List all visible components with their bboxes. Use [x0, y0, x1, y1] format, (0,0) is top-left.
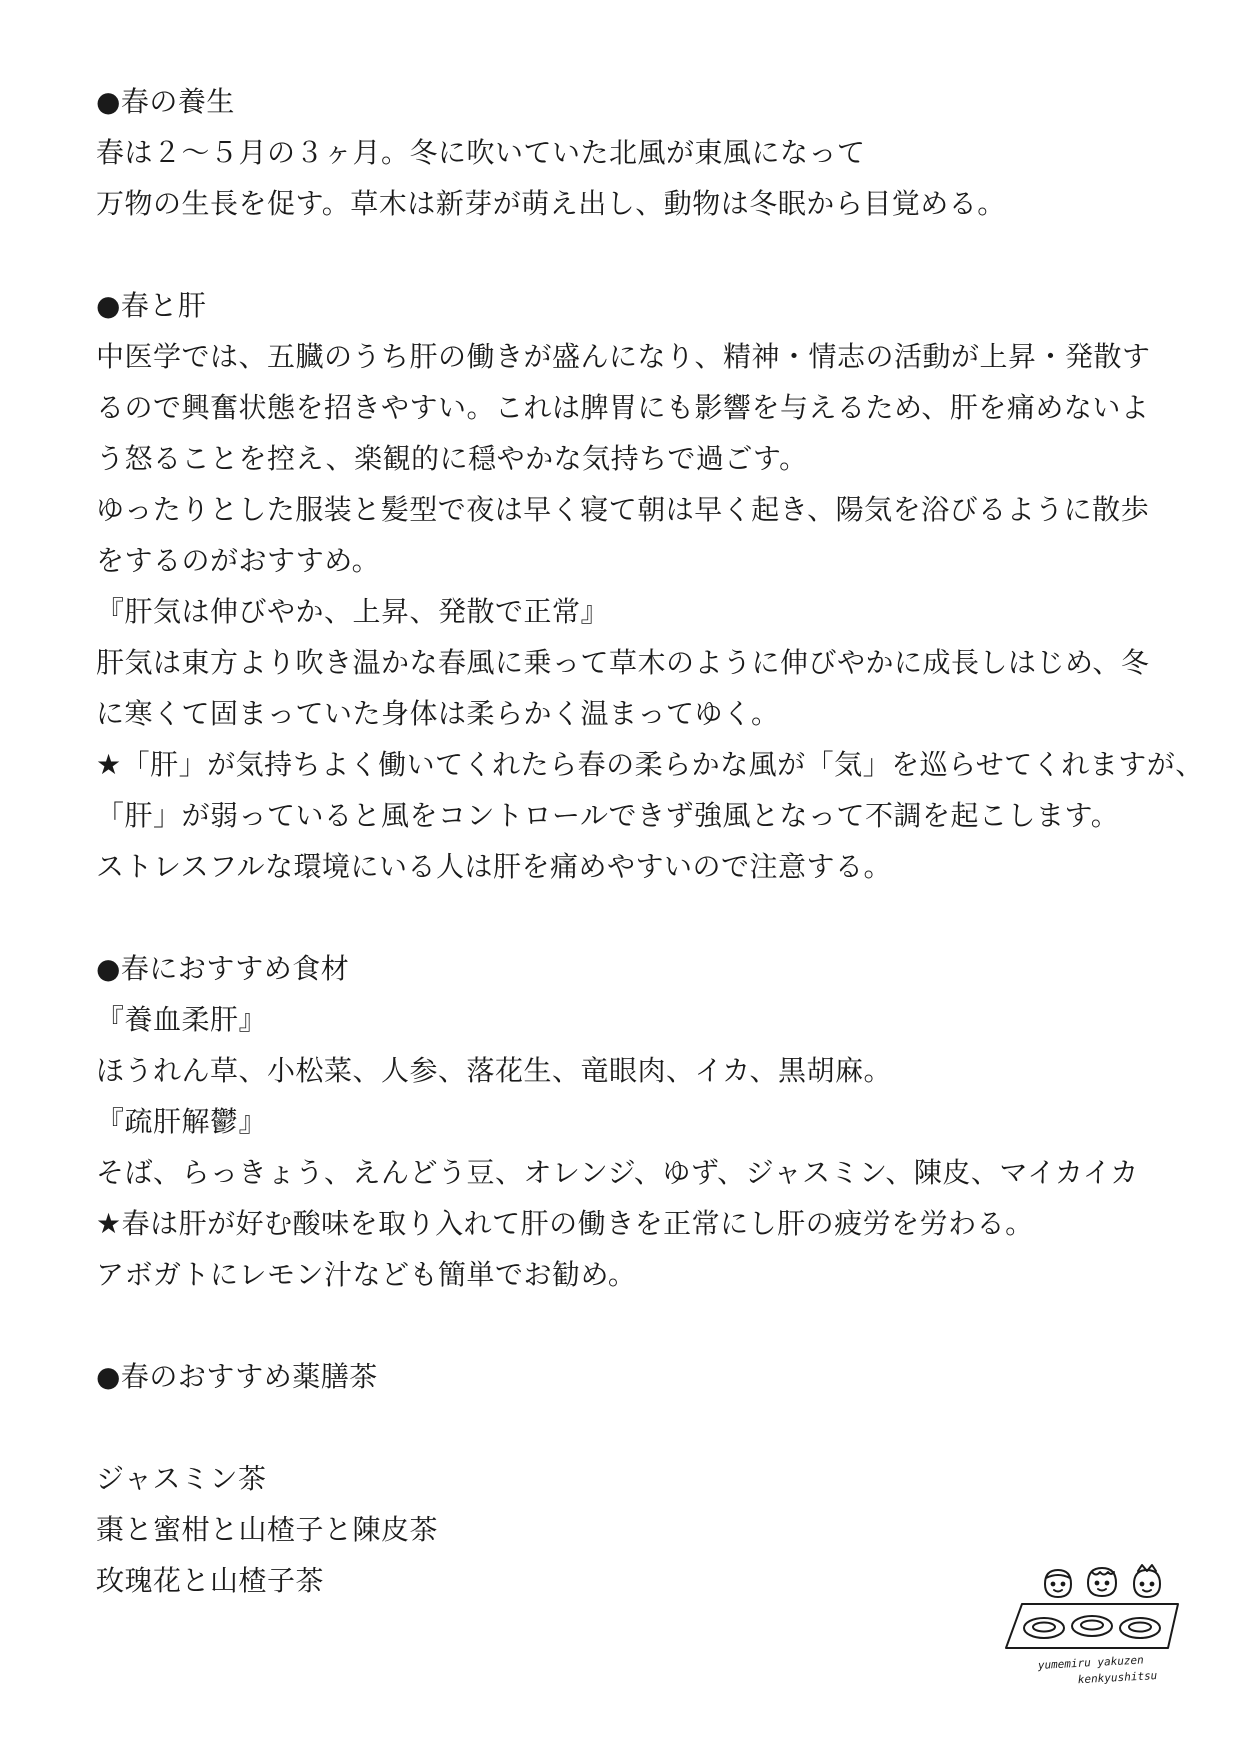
paragraph-line: 「肝」が弱っていると風をコントロールできず強風となって不調を起こします。	[96, 799, 1120, 832]
paragraph-line: をするのがおすすめ。	[96, 544, 381, 577]
paragraph-line: 肝気は東方より吹き温かな春風に乗って草木のように伸びやかに成長しはじめ、冬	[96, 646, 1150, 679]
section-heading: ●春におすすめ食材	[96, 952, 350, 985]
document-body	[96, 76, 1204, 1606]
section-spacer	[96, 1402, 1196, 1453]
table-icon	[1006, 1604, 1178, 1648]
section-spring-foods	[96, 943, 1196, 1300]
section-spring-care	[96, 76, 1196, 229]
section-spacer	[96, 892, 1196, 943]
subheading-line: 『疏肝解鬱』	[96, 1105, 268, 1138]
section-spring-liver	[96, 280, 1204, 892]
section-heading: ●春の養生	[96, 85, 235, 118]
brand-logo	[1000, 1556, 1190, 1686]
section-spacer	[96, 1300, 1196, 1351]
paragraph-line: るので興奮状態を招きやすい。これは脾胃にも影響を与えるため、肝を痛めないよ	[96, 391, 1150, 424]
subheading-line: 『養血柔肝』	[96, 1003, 268, 1036]
paragraph-line: 春は２～５月の３ヶ月。冬に吹いていた北風が東風になって	[96, 136, 866, 169]
section-heading: ●春と肝	[96, 289, 207, 322]
paragraph-line: う怒ることを控え、楽観的に穏やかな気持ちで過ごす。	[96, 442, 808, 475]
food-list-line: ほうれん草、小松菜、人参、落花生、竜眼肉、イカ、黒胡麻。	[96, 1054, 893, 1087]
paragraph-line: ゆったりとした服装と髪型で夜は早く寝て朝は早く起き、陽気を浴びるように散歩	[96, 493, 1150, 526]
logo-text-line2: kenkyushitsu	[1077, 1669, 1158, 1686]
note-line: ★春は肝が好む酸味を取り入れて肝の働きを正常にし肝の疲労を労わる。	[96, 1207, 1034, 1240]
section-spacer	[96, 229, 1196, 280]
note-line: ★「肝」が気持ちよく働いてくれたら春の柔らかな風が「気」を巡らせてくれますが、	[96, 748, 1204, 781]
tea-item: 棗と蜜柑と山楂子と陳皮茶	[96, 1513, 439, 1546]
paragraph-line: 万物の生長を促す。草木は新芽が萌え出し、動物は冬眠から目覚める。	[96, 187, 1006, 220]
plate-icon	[1072, 1616, 1112, 1636]
logo-text-line1: yumemiru yakuzen	[1037, 1653, 1145, 1672]
face-icon	[1088, 1568, 1116, 1596]
paragraph-line: アボガトにレモン汁なども簡単でお勧め。	[96, 1258, 637, 1291]
face-icon	[1045, 1570, 1071, 1597]
plate-icon	[1120, 1618, 1160, 1638]
tea-item: 玫瑰花と山楂子茶	[96, 1564, 325, 1597]
tea-item: ジャスミン茶	[96, 1462, 267, 1495]
face-icon	[1134, 1565, 1160, 1597]
section-heading: ●春のおすすめ薬膳茶	[96, 1360, 378, 1393]
plate-icon	[1024, 1618, 1064, 1638]
paragraph-line: に寒くて固まっていた身体は柔らかく温まってゆく。	[96, 697, 780, 730]
subheading-line: 『肝気は伸びやか、上昇、発散で正常』	[96, 595, 610, 628]
paragraph-line: 中医学では、五臓のうち肝の働きが盛んになり、精神・情志の活動が上昇・発散す	[96, 340, 1151, 373]
food-list-line: そば、らっきょう、えんどう豆、オレンジ、ゆず、ジャスミン、陳皮、マイカイカ	[96, 1156, 1139, 1189]
paragraph-line: ストレスフルな環境にいる人は肝を痛めやすいので注意する。	[96, 850, 893, 883]
